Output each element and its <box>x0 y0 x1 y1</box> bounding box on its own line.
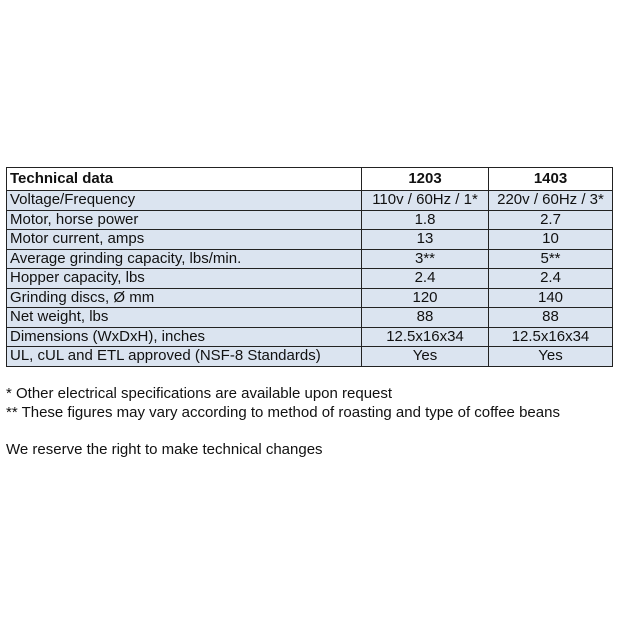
row-value-1403: 12.5x16x34 <box>489 327 613 347</box>
row-label: Net weight, lbs <box>7 308 362 328</box>
row-value-1403: 220v / 60Hz / 3* <box>489 191 613 211</box>
row-value-1203: 12.5x16x34 <box>362 327 489 347</box>
row-value-1203: 1.8 <box>362 210 489 230</box>
table-row <box>7 269 613 289</box>
row-label: Motor current, amps <box>7 230 362 250</box>
row-value-1403: 2.4 <box>489 269 613 289</box>
table-row <box>7 230 613 250</box>
row-value-1403: 10 <box>489 230 613 250</box>
row-label: Average grinding capacity, lbs/min. <box>7 249 362 269</box>
table-row <box>7 288 613 308</box>
table-row <box>7 327 613 347</box>
row-value-1203: 120 <box>362 288 489 308</box>
row-value-1203: 3** <box>362 249 489 269</box>
header-model-1403: 1403 <box>489 168 613 191</box>
footnotes <box>6 384 560 422</box>
header-label: Technical data <box>7 168 362 191</box>
row-value-1203: 13 <box>362 230 489 250</box>
row-value-1403: Yes <box>489 347 613 367</box>
table-row <box>7 191 613 211</box>
footnote-capacity: ** These figures may vary according to method of roasting and type of coffee beans <box>6 404 560 421</box>
row-label: Hopper capacity, lbs <box>7 269 362 289</box>
header-model-1203: 1203 <box>362 168 489 191</box>
disclaimer-text: We reserve the right to make technical changes <box>6 441 323 458</box>
table-row <box>7 210 613 230</box>
row-value-1403: 140 <box>489 288 613 308</box>
row-value-1403: 88 <box>489 308 613 328</box>
row-value-1403: 2.7 <box>489 210 613 230</box>
table-row <box>7 347 613 367</box>
row-label: Grinding discs, Ø mm <box>7 288 362 308</box>
row-value-1203: 110v / 60Hz / 1* <box>362 191 489 211</box>
row-value-1203: 88 <box>362 308 489 328</box>
footnote-electrical: * Other electrical specifications are available upon request <box>6 385 393 402</box>
row-label: Motor, horse power <box>7 210 362 230</box>
row-value-1203: Yes <box>362 347 489 367</box>
row-label: Voltage/Frequency <box>7 191 362 211</box>
table-row <box>7 249 613 269</box>
row-label: UL, cUL and ETL approved (NSF-8 Standards) <box>7 347 362 367</box>
technical-data-table <box>6 167 613 367</box>
row-value-1403: 5** <box>489 249 613 269</box>
table-header-row <box>7 168 613 191</box>
table-row <box>7 308 613 328</box>
row-label: Dimensions (WxDxH), inches <box>7 327 362 347</box>
row-value-1203: 2.4 <box>362 269 489 289</box>
